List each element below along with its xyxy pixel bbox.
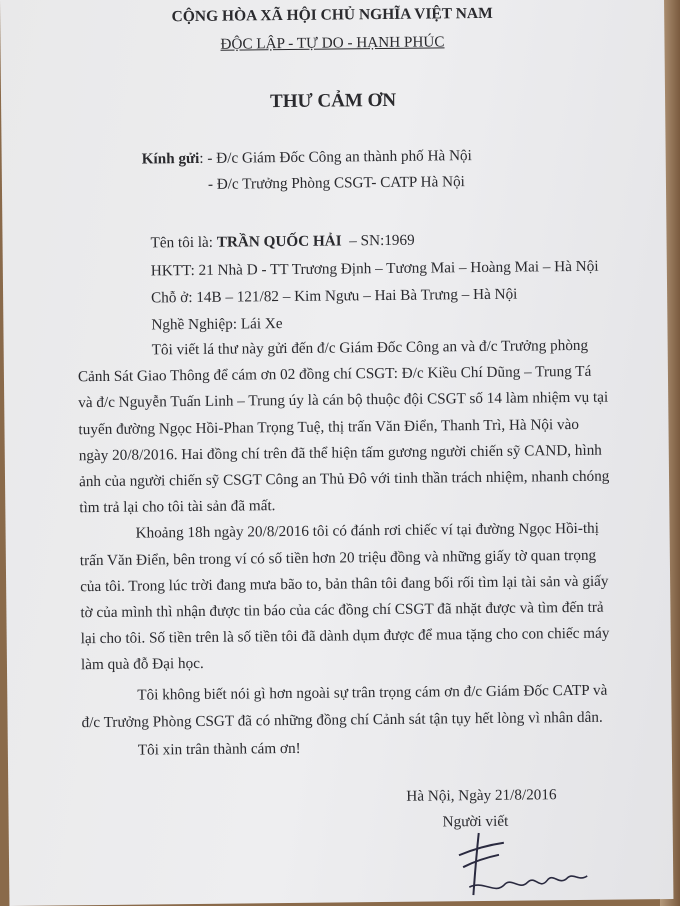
sender-hktt: HKTT: 21 Nhà D - TT Trương Định – Tương Mai – Hoàng Mai – Hà Nội xyxy=(150,257,599,280)
sender-address: Chỗ ở: 14B – 121/82 – Kim Ngưu – Hai Bà Trưng – Hà Nội xyxy=(151,285,518,307)
paragraph-3-line: đ/c Trưởng Phòng CSGT đã có những đồng chí Cảnh sát tận tụy hết lòng vì nhân dân. xyxy=(81,708,603,731)
sender-name: TRẦN QUỐC HẢI xyxy=(216,232,342,251)
paragraph-3-line: Tôi không biết nói gì hơn ngoài sự trân trọng cám ơn đ/c Giám Đốc CATP và xyxy=(137,681,608,704)
paragraph-1-line: tìm trả lại cho tôi tài sản đã mất. xyxy=(79,497,276,517)
motto: ĐỘC LẬP - TỰ DO - HẠNH PHÚC xyxy=(220,33,445,53)
paragraph-2-line: của tôi. Trong lúc trời đang mưa bão to, bản thân tôi đang bối rối tìm lại tài sản và giấy xyxy=(80,572,609,595)
paragraph-1-line: Cảnh Sát Giao Thông để cám ơn 02 đồng chí CSGT: Đ/c Kiều Chí Dũng – Trung Tá xyxy=(77,363,592,386)
paragraph-1-line: ảnh của người chiến sỹ CSGT Công an Thủ Đô với tinh thần trách nhiệm, nhanh chóng xyxy=(78,467,610,491)
paragraph-2-line: làm quà đỗ Đại học. xyxy=(80,655,204,674)
handwritten-signature xyxy=(449,824,600,901)
recipient-2: - Đ/c Trưởng Phòng CSGT- CATP Hà Nội xyxy=(207,173,465,193)
paragraph-1-line: ngày 20/8/2016. Hai đồng chí trên đã thể hiện tấm gương người chiến sỹ CAND, hình xyxy=(78,441,602,464)
paragraph-1-line: và đ/c Nguyễn Tuấn Linh – Trung úy là cán bộ thuộc đội CSGT số 14 làm nhiệm vụ tại xyxy=(78,389,609,412)
recipient-line-1: Kính gửi: - Đ/c Giám Đốc Công an thành phố Hà Nội xyxy=(141,147,472,168)
place-date: Hà Nội, Ngày 21/8/2016 xyxy=(406,786,557,805)
paragraph-1-line: Tôi viết lá thư này gửi đến đ/c Giám Đốc Công an và đ/c Trưởng phòng xyxy=(151,336,589,359)
writer-label: Người viết xyxy=(442,812,509,831)
birth-year: – SN:1969 xyxy=(349,231,415,250)
paragraph-2-line: trấn Văn Điển, bên trong ví có số tiền hơn 20 triệu đồng và những giấy tờ quan trọng xyxy=(79,546,597,569)
letter-title: THƯ CẢM ƠN xyxy=(269,89,397,113)
sender-job: Nghề Nghiệp: Lái Xe xyxy=(151,315,283,334)
recipient-1: - Đ/c Giám Đốc Công an thành phố Hà Nội xyxy=(207,147,472,167)
recipient-label: Kính gửi xyxy=(141,149,200,168)
nation-header: CỘNG HÒA XÃ HỘI CHỦ NGHĨA VIỆT NAM xyxy=(171,4,493,26)
paragraph-2-line: lại cho tôi. Số tiền trên là số tiền tôi đã dành dụm được để mua tặng cho con chiếc máy xyxy=(80,624,610,648)
paragraph-1-line: tuyến đường Ngọc Hồi-Phan Trọng Tuệ, thị trấn Văn Điển, Thanh Trì, Hà Nội vào xyxy=(78,415,579,438)
sender-name-line xyxy=(150,232,414,253)
paragraph-2-line: tờ của mình thì nhận được tin báo của các đồng chí CSGT đã nhặt được và tìm đến trả xyxy=(80,598,604,622)
name-label: Tên tôi là: xyxy=(150,233,214,252)
closing-line: Tôi xin trân thành cám ơn! xyxy=(137,739,301,759)
paragraph-2-line: Khoảng 18h ngày 20/8/2016 tôi có đánh rơi chiếc ví tại đường Ngọc Hồi-thị xyxy=(135,520,600,542)
